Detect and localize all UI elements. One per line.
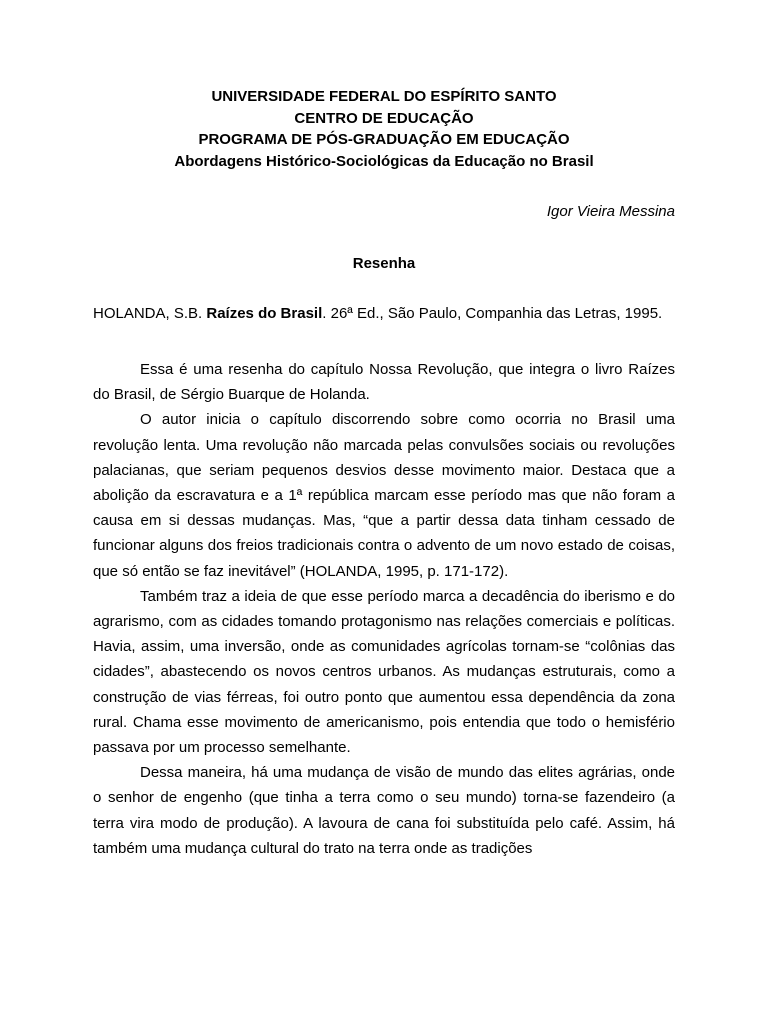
center-name: CENTRO DE EDUCAÇÃO: [294, 109, 474, 127]
citation-book-title: Raízes do Brasil: [206, 305, 323, 322]
paragraph: Dessa maneira, há uma mudança de visão de mundo das elites agrárias, onde o senhor de engenho (que tinha a terra como o seu mundo) torna-se fazendeiro (a terra vira modo de produção). A lavoura de cana foi substituída pelo café. Assim, há também uma mudança cultural do trato na terra onde as tradições: [93, 764, 675, 857]
university-name: UNIVERSIDADE FEDERAL DO ESPÍRITO SANTO: [211, 88, 557, 105]
course-name: Abordagens Histórico-Sociológicas da Educação no Brasil: [174, 152, 594, 170]
paragraph: O autor inicia o capítulo discorrendo sobre como ocorria no Brasil uma revolução lenta. Uma revolução não marcada pelas convulsões sociais ou revoluções palacianas, que seriam pequenos desvios desse movimento maior. Destaca que a abolição da escravatura e a 1ª república marcam esse período mas que não foram a causa em si dessas mudanças. Mas, “que a partir dessa data tinham cessado de funcionar alguns dos freios tradicionais contra o advento de um novo estado de coisas, que só então se faz inevitável” (HOLANDA, 1995, p. 171-172).: [93, 411, 675, 580]
bibliographic-citation: [93, 305, 675, 322]
program-name: PROGRAMA DE PÓS-GRADUAÇÃO EM EDUCAÇÃO: [198, 131, 570, 148]
citation-suffix: . 26ª Ed., São Paulo, Companhia das Letras, 1995.: [322, 305, 663, 322]
document-header: [93, 0, 675, 172]
review-body: [93, 357, 675, 861]
author-name: Igor Vieira Messina: [546, 203, 675, 220]
citation-prefix: HOLANDA, S.B.: [93, 305, 207, 322]
document-title: Resenha: [352, 255, 416, 272]
paragraph: Também traz a ideia de que esse período marca a decadência do iberismo e do agrarismo, com as cidades tomando protagonismo nas relações comerciais e políticas. Havia, assim, uma inversão, onde as comunidades agrícolas tornam-se “colônias das cidades”, abastecendo os novos centros urbanos. As mudanças estruturais, como a construção de vias férreas, foi outro ponto que aumentou essa dependência da zona rural. Chama esse movimento de americanismo, pois entendia que todo o hemisfério passava por um processo semelhante.: [93, 587, 675, 757]
paragraph: Essa é uma resenha do capítulo Nossa Revolução, que integra o livro Raízes do Brasil, de Sérgio Buarque de Holanda.: [93, 361, 675, 404]
